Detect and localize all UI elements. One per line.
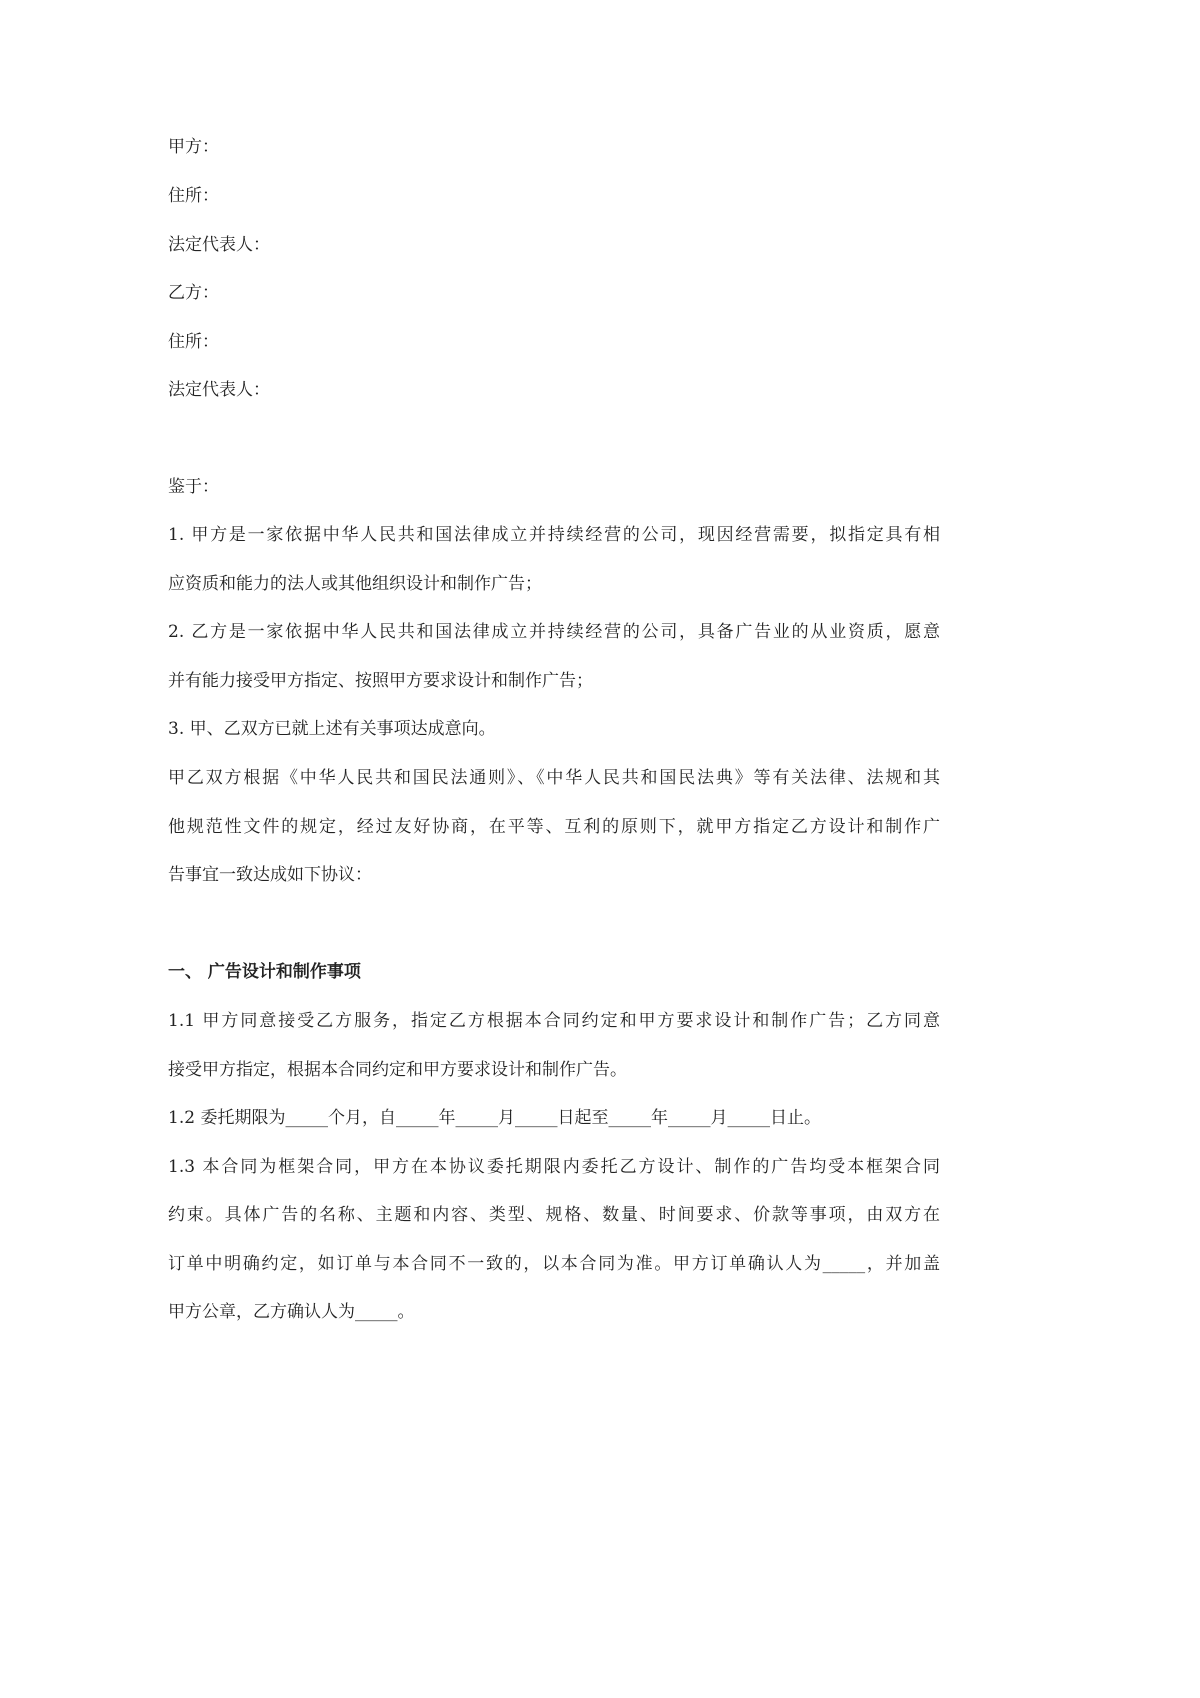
recitals-label: 鉴于： <box>168 477 219 497</box>
party-field-label: 住所： <box>168 332 219 352</box>
recital-line: 并有能力接受甲方指定、按照甲方要求设计和制作广告； <box>168 670 593 691</box>
party-field-label: 乙方： <box>168 283 219 303</box>
recital-line: 2. 乙方是一家依据中华人民共和国法律成立并持续经营的公司，具备广告业的从业资质，愿意 <box>168 622 940 643</box>
recital-line: 1. 甲方是一家依据中华人民共和国法律成立并持续经营的公司，现因经营需要，拟指定具有相 <box>168 525 940 545</box>
preamble-line: 告事宜一致达成如下协议： <box>168 865 372 886</box>
party-field-label: 住所： <box>168 186 219 206</box>
clause-line: 1.2 委托期限为_____个月，自_____年_____月_____日起至_____年_____月_____日止。 <box>168 1108 821 1128</box>
preamble-line: 甲乙双方根据《中华人民共和国民法通则》、《中华人民共和国民法典》等有关法律、法规和其 <box>168 768 940 788</box>
section-heading: 一、 广告设计和制作事项 <box>168 962 361 982</box>
clause-line: 甲方公章，乙方确认人为_____。 <box>168 1302 415 1322</box>
recital-line: 应资质和能力的法人或其他组织设计和制作广告； <box>168 573 542 594</box>
party-field-label: 甲方： <box>168 137 219 157</box>
clause-line: 订单中明确约定，如订单与本合同不一致的，以本合同为准。甲方订单确认人为_____，并加盖 <box>168 1253 940 1274</box>
recital-line: 3. 甲、乙双方已就上述有关事项达成意向。 <box>168 719 496 740</box>
clause-line: 1.3 本合同为框架合同，甲方在本协议委托期限内委托乙方设计、制作的广告均受本框架合同 <box>168 1156 940 1177</box>
clause-line: 1.1 甲方同意接受乙方服务，指定乙方根据本合同约定和甲方要求设计和制作广告；乙方同意 <box>168 1011 940 1031</box>
party-field-label: 法定代表人： <box>168 380 270 400</box>
preamble-line: 他规范性文件的规定，经过友好协商，在平等、互利的原则下，就甲方指定乙方设计和制作广 <box>168 816 940 837</box>
clause-line: 约束。具体广告的名称、主题和内容、类型、规格、数量、时间要求、价款等事项，由双方在 <box>168 1205 940 1225</box>
clause-line: 接受甲方指定，根据本合同约定和甲方要求设计和制作广告。 <box>168 1059 627 1080</box>
party-field-label: 法定代表人： <box>168 235 270 255</box>
